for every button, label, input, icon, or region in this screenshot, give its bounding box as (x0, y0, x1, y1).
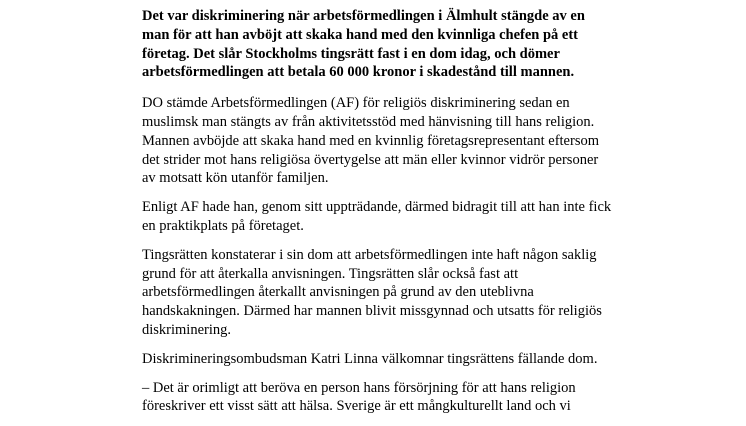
article-paragraph: Diskrimineringsombudsman Katri Linna välkomnar tingsrättens fällande dom. (142, 350, 598, 367)
article-paragraph: – Det är orimligt att beröva en person hans försörjning för att hans religion föreskriver ett visst sätt att hälsa. Sverige är ett mångkulturellt land och vi (142, 379, 576, 415)
article-paragraph: DO stämde Arbetsförmedlingen (AF) för religiös diskriminering sedan en muslimsk man stängts av från aktivitetsstöd med hänvisning till hans religion. Mannen avböjde att skaka hand med en kvinnlig företagsrepresentant eftersom det strider mot hans religiösa övertygelse att män eller kvinnor vidrör personer av motsatt kön utanför familjen. (142, 95, 599, 187)
article-paragraph: Enligt AF hade han, genom sitt uppträdande, därmed bidragit till att han inte fick en praktikplats på företaget. (142, 199, 612, 234)
article-body (142, 7, 612, 426)
article-lead: Det var diskriminering när arbetsförmedlingen i Älmhult stängde av en man för att han avböjt att skaka hand med den kvinnliga chefen på ett företag. Det slår Stockholms tingsrätt fast i en dom idag, och dömer arbetsförmedlingen att betala 60 000 kronor i skadestånd till mannen. (142, 8, 585, 81)
article-paragraph: Tingsrätten konstaterar i sin dom att arbetsförmedlingen inte haft någon saklig grund för att återkalla anvisningen. Tingsrätten slår också fast att arbetsförmedlingen återkallt anvisningen på grund av den uteblivna handskakningen. Därmed har mannen blivit missgynnad och utsatts för religiös diskriminering. (142, 246, 602, 338)
